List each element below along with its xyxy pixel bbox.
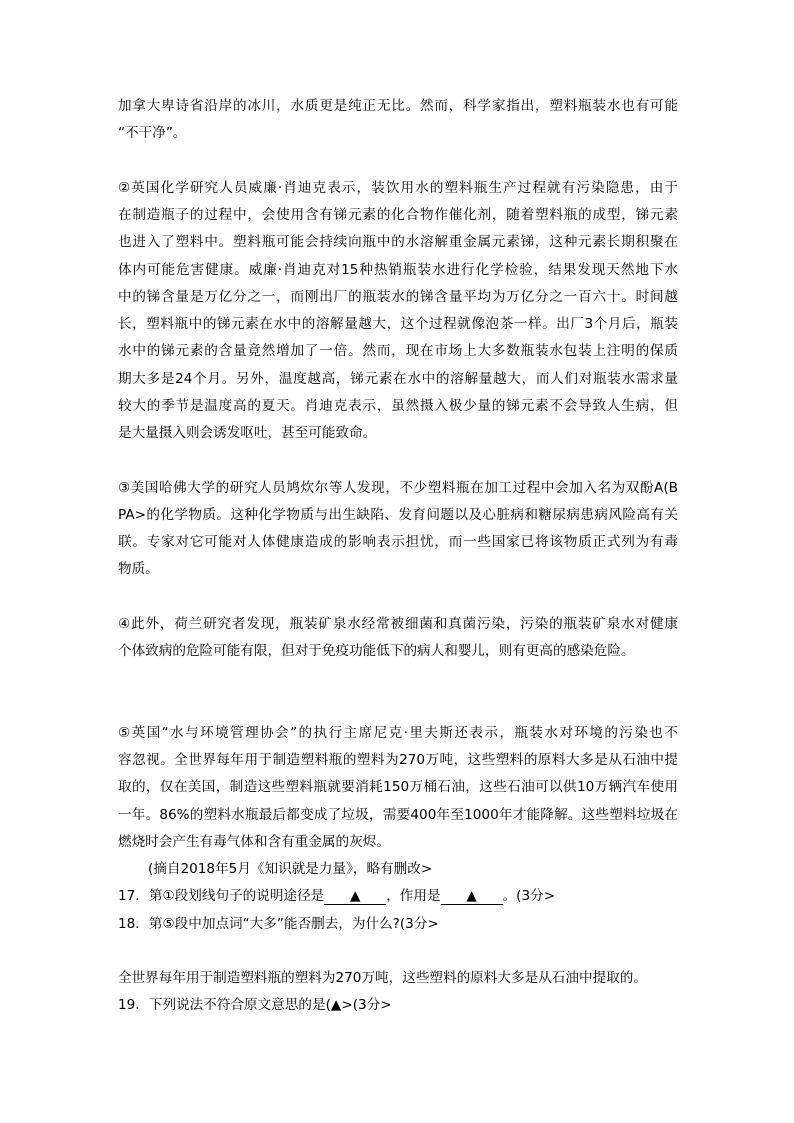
paragraph-4-line: 个体致病的危险可能有限，但对于免疫功能低下的病人和婴儿，则有更高的感染危险。	[118, 643, 635, 659]
paragraph-2-line: 体内可能危害健康。威廉·肖迪克对15种热销瓶装水进行化学检验，结果发现天然地下水	[118, 261, 678, 278]
paragraph-1-line: 加拿大卑诗省沿岸的冰川，水质更是纯正无比。然而，科学家指出，塑料瓶装水也有可能	[118, 98, 678, 114]
paragraph-5-line: 取的，仅在美国，制造这些塑料瓶就要消耗150万桶石油，这些石油可以供10万辆汽车使用	[118, 779, 678, 796]
paragraph-4-line: ④此外，荷兰研究者发现，瓶装矿泉水经常被细菌和真菌污染，污染的瓶装矿泉水对健康	[118, 615, 678, 632]
paragraph-3-line: 物质。	[118, 561, 159, 578]
question-19: 19．下列说法不符合原文意思的是(▲>(3分>	[118, 997, 392, 1014]
paragraph-3-line: 联。专家对它可能对人体健康造成的影响表示担忧，而一些国家已将该物质正式列为有毒	[118, 534, 678, 550]
question-17-mid: ，作用是	[386, 888, 441, 905]
question-18: 18．第⑤段中加点词“大多”能否删去，为什么?(3分>	[118, 915, 439, 932]
answer-blank-2[interactable]: ▲	[441, 888, 503, 905]
paragraph-5-line: 容忽视。全世界每年用于制造塑料瓶的塑料为270万吨，这些塑料的原料大多是从石油中提	[118, 752, 678, 768]
paragraph-2-line: 也进入了塑料中。塑料瓶可能会持续向瓶中的水溶解重金属元素锑，这种元素长期积聚在	[118, 234, 678, 251]
paragraph-2-line: 长，塑料瓶中的锑元素在水中的溶解量越大，这个过程就像泡茶一样。出厂3个月后，瓶装	[118, 316, 678, 332]
paragraph-2-line: 是大量摄入则会诱发呕吐，甚至可能致命。	[118, 425, 377, 441]
paragraph-2-line: 中的锑含量是万亿分之一，而刚出厂的瓶装水的锑含量平均为万亿分之一百六十。时间越	[118, 288, 678, 305]
paragraph-2-line: 期大多是24个月。另外，温度越高，锑元素在水中的溶解量越大，而人们对瓶装水需求量	[118, 370, 678, 387]
document-page	[118, 93, 678, 1020]
source-citation: (摘自2018年5月《知识就是力量》，略有删改>	[148, 861, 433, 877]
paragraph-3-line: PA>的化学物质。这种化学物质与出生缺陷、发育问题以及心脏病和糖尿病患病风险高有关	[118, 506, 678, 523]
paragraph-2-line: 较大的季节是温度高的夏天。肖迪克表示，虽然摄入极少量的锑元素不会导致人生病，但	[118, 397, 678, 414]
answer-blank-1[interactable]: ▲	[324, 888, 386, 905]
paragraph-2-line: 水中的锑元素的含量竟然增加了一倍。然而，现在市场上大多数瓶装水包装上注明的保质	[118, 343, 678, 360]
paragraph-2-line: ②英国化学研究人员威廉·肖迪克表示，装饮用水的塑料瓶生产过程就有污染隐患，由于	[118, 179, 678, 196]
question-17	[118, 883, 678, 910]
paragraph-3-line: ③美国哈佛大学的研究人员鸠炊尔等人发现，不少塑料瓶在加工过程中会加入名为双酚A(B	[118, 479, 678, 496]
paragraph-5-line: ⑤英国“水与环境管理协会”的执行主席尼克·里夫斯还表示，瓶装水对环境的污染也不	[118, 724, 678, 741]
question-17-prefix: 17．第①段划线句子的说明途径是	[118, 888, 325, 905]
paragraph-5-line: 燃烧时会产生有毒气体和含有重金属的灰烬。	[118, 833, 390, 850]
question-17-suffix: 。(3分>	[502, 888, 556, 905]
answer-18: 全世界每年用于制造塑料瓶的塑料为270万吨，这些塑料的原料大多是从石油中提取的。	[118, 970, 647, 986]
paragraph-5-line: 一年。86%的塑料水瓶最后都变成了垃圾，需要400年至1000年才能降解。这些塑料垃圾在	[118, 806, 678, 823]
paragraph-2-line: 在制造瓶子的过程中，会使用含有锑元素的化合物作催化剂，随着塑料瓶的成型，锑元素	[118, 207, 678, 223]
paragraph-1-line: “不干净”。	[118, 125, 187, 142]
